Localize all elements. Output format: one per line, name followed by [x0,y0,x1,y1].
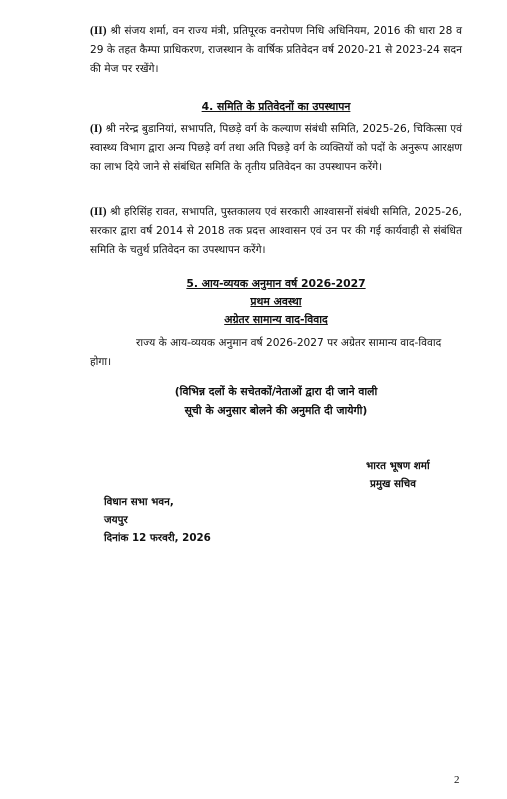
place-line-1: विधान सभा भवन, [104,496,174,508]
place-line-2: जयपुर [104,514,128,526]
section-5-subheading-debate: अग्रेतर सामान्य वाद-विवाद [224,313,328,326]
section-5-heading: 5. आय-व्ययक अनुमान वर्ष 2026-2027 [186,277,366,290]
item-2-paragraph [90,22,462,79]
section-5-body: राज्य के आय-व्ययक अनुमान वर्ष 2026-2027 पर अग्रेतर सामान्य वाद-विवाद होगा। [90,337,442,368]
section-4-item-2 [90,203,462,260]
item-text: श्री संजय शर्मा, वन राज्य मंत्री, प्रतिपूरक वनरोपण निधि अधिनियम, 2016 की धारा 28 व 29 के तहत कैम्पा प्राधिकरण, राजस्थान के वार्षिक प्रतिवेदन वर्ष 2020-21 से 2023-24 सदन की मेज पर रखेंगे। [90,25,462,75]
item-number: (II) [90,25,107,37]
signatory-name: भारत भूषण शर्मा [366,460,430,472]
section-4-heading: 4. समिति के प्रतिवेदनों का उपस्थापन [201,100,351,113]
section-4-item-1 [90,120,462,177]
note-line-2: सूची के अनुसार बोलने की अनुमति दी जायेगी) [184,404,368,417]
item-number: (I) [90,123,103,135]
page-number: 2 [454,774,460,786]
section-5-subheading-stage: प्रथम अवस्था [250,295,302,308]
item-text: श्री नरेन्द्र बुडानियां, सभापति, पिछड़े वर्ग के कल्याण संबंधी समिति, 2025-26, चिकित्सा एवं स्वास्थ्य विभाग द्वारा अन्य पिछड़े वर्ग तथा अति पिछड़े वर्ग के व्यक्तियों को पदों के अनुरूप आरक्षण का लाभ दिये जाने से संबंधित समिति के तृतीय प्रतिवेदन का उपस्थापन करेंगे। [90,123,462,173]
item-number: (II) [90,206,107,218]
signatory-designation: प्रमुख सचिव [370,478,416,490]
document-date: दिनांक 12 फरवरी, 2026 [104,532,211,544]
note-line-1: (विभिन्न दलों के सचेतकों/नेताओं द्वारा दी जाने वाली [174,385,378,398]
item-text: श्री हरिसिंह रावत, सभापति, पुस्तकालय एवं सरकारी आश्वासनों संबंधी समिति, 2025-26, सरकार द्वारा वर्ष 2014 से 2018 तक प्रदत्त आश्वासन एवं उन पर की गई कार्यवाही से संबंधित समिति के चतुर्थ प्रतिवेदन का उपस्थापन करेंगे। [90,206,462,256]
